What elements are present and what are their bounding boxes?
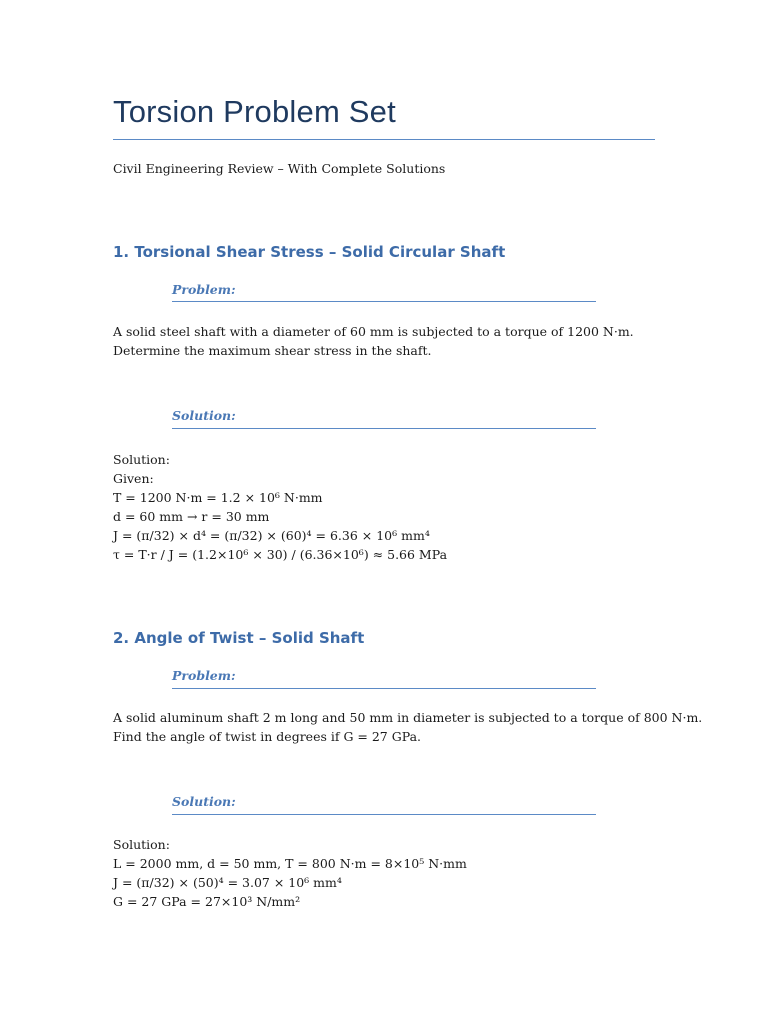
section-2-problem-label: Problem: [172,668,236,683]
solution-line: T = 1200 N·m = 1.2 × 10⁶ N·mm [113,490,323,505]
solution-line: L = 2000 mm, d = 50 mm, T = 800 N·m = 8×10⁵ N·mm [113,856,467,871]
section-2-solution-label: Solution: [172,794,236,809]
section-1-solution-text [113,450,673,564]
section-1-problem-label: Problem: [172,282,236,297]
section-2-problem-rule [172,688,596,689]
problem-line: Determine the maximum shear stress in the shaft. [113,343,432,358]
solution-line: G = 27 GPa = 27×10³ N/mm² [113,894,301,909]
solution-line: Solution: [113,452,170,467]
section-1-problem-text [113,322,673,360]
section-1-solution-rule [172,428,596,429]
solution-line: J = (π/32) × (50)⁴ = 3.07 × 10⁶ mm⁴ [113,875,342,890]
solution-line: J = (π/32) × d⁴ = (π/32) × (60)⁴ = 6.36 × 10⁶ mm⁴ [113,528,430,543]
solution-line: d = 60 mm → r = 30 mm [113,509,270,524]
document-title: Torsion Problem Set [113,94,396,129]
problem-line: A solid aluminum shaft 2 m long and 50 mm in diameter is subjected to a torque of 800 N·m. [113,710,703,725]
section-2-solution-rule [172,814,596,815]
section-2-heading: 2. Angle of Twist – Solid Shaft [113,629,365,647]
section-1-problem-rule [172,301,596,302]
title-underline [113,139,655,140]
problem-line: A solid steel shaft with a diameter of 60 mm is subjected to a torque of 1200 N·m. [113,324,634,339]
section-2-problem-text [113,708,703,746]
solution-line: Given: [113,471,154,486]
solution-line: Solution: [113,837,170,852]
section-2-solution-text [113,835,673,911]
section-1-heading: 1. Torsional Shear Stress – Solid Circular Shaft [113,243,506,261]
solution-line: τ = T·r / J = (1.2×10⁶ × 30) / (6.36×10⁶) ≈ 5.66 MPa [113,547,448,562]
document-subtitle: Civil Engineering Review – With Complete Solutions [113,161,446,176]
problem-line: Find the angle of twist in degrees if G = 27 GPa. [113,729,421,744]
section-1-solution-label: Solution: [172,408,236,423]
